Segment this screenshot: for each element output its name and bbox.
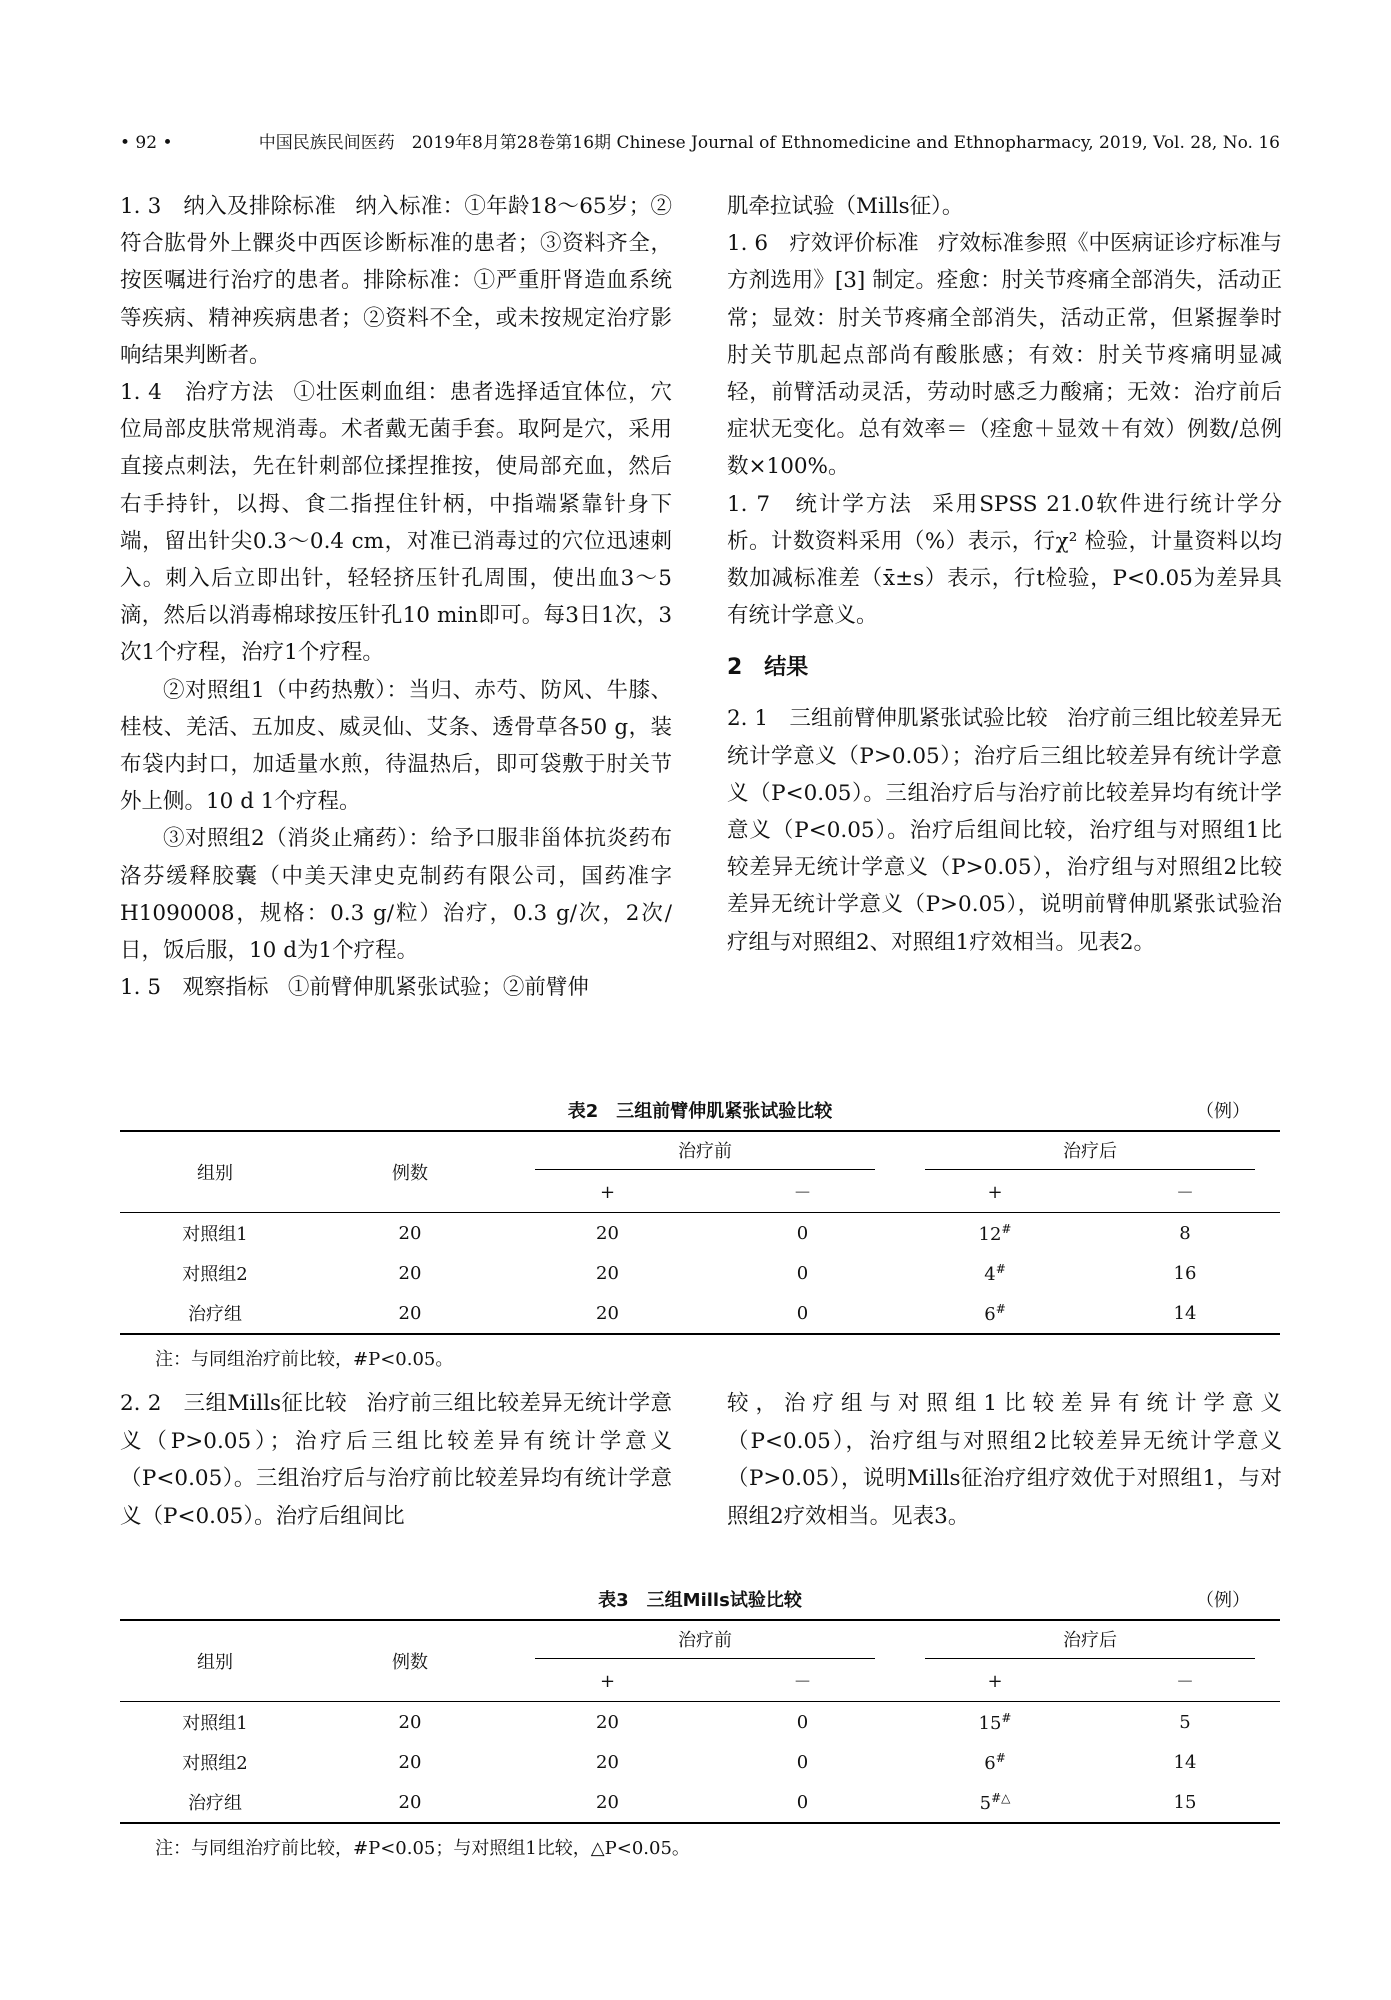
header-group: 组别	[120, 1620, 310, 1702]
section-heading: 1. 7 统计学方法	[727, 491, 913, 517]
cell-before-negative: 0	[705, 1782, 900, 1823]
cell-before-negative: 0	[796, 1262, 809, 1284]
table-3-caption	[120, 1586, 1280, 1616]
section-heading: 1. 3 纳入及排除标准	[120, 194, 337, 219]
cell-before-positive: 20	[510, 1782, 705, 1823]
cell-before-positive: 20	[596, 1222, 619, 1244]
header-count: 例数	[310, 1620, 510, 1702]
cell-before-positive: 20	[596, 1262, 619, 1284]
cell-value: 15	[978, 1712, 1002, 1734]
section-heading: 1. 6 疗效评价标准	[727, 231, 919, 257]
section-body: 疗效标准参照《中医病证诊疗标准与方剂选用》[3] 制定。痊愈：肘关节疼痛全部消失，活动正常；显效：肘关节疼痛全部消失，活动正常，但紧握拳时肘关节肌起点部尚有酸胀感；有效：肘关节疼痛明显减轻，前臂活动灵活，劳动时感乏力酸痛；无效：治疗前后症状无变化。总有效率＝（痊愈＋显效＋有效）例数/总例数×100%。	[727, 231, 1282, 480]
cell-after-positive	[900, 1213, 1090, 1254]
cell-before-positive: 20	[596, 1751, 619, 1773]
cell-before-negative: 0	[796, 1711, 809, 1733]
table-unit: （例）	[1196, 1590, 1250, 1611]
section-1-7	[727, 486, 1282, 635]
cell-after-positive	[900, 1253, 1090, 1293]
section-2-2-left	[120, 1385, 672, 1535]
header-positive: +	[900, 1661, 1090, 1702]
significance-mark: #	[1001, 1710, 1012, 1725]
cell-count: 20	[310, 1782, 510, 1823]
section-1-4	[120, 374, 672, 672]
cell-value: 4	[984, 1263, 996, 1285]
cell-after-negative: 5	[1179, 1711, 1191, 1733]
left-column	[120, 188, 672, 1006]
section-body: 治疗前三组比较差异无统计学意义（P>0.05）；治疗后三组比较差异有统计学意义（P<0.05）。三组治疗后与治疗前比较差异均有统计学意义（P<0.05）。治疗后组间比较，治疗组与对照组1比较差异无统计学意义（P>0.05），治疗组与对照组2比较差异无统计学意义（P>0.05），说明前臂伸肌紧张试验治疗组与对照组2、对照组1疗效相当。见表2。	[727, 706, 1282, 955]
table-row	[120, 1293, 1280, 1334]
cell-after-negative: 8	[1179, 1222, 1191, 1244]
header-positive: +	[510, 1661, 705, 1702]
section-2-1	[727, 700, 1282, 960]
cell-before-negative: 0	[796, 1222, 809, 1244]
right-column	[727, 188, 1282, 961]
header-before	[510, 1620, 900, 1661]
cell-count: 20	[398, 1751, 422, 1773]
cell-group: 对照组1	[182, 1713, 248, 1734]
header-after	[900, 1131, 1280, 1172]
cell-count: 20	[398, 1262, 422, 1284]
table-2-note: 注：与同组治疗前比较，#P<0.05。	[155, 1349, 454, 1370]
section-body: ①前臂伸肌紧张试验；②前臂伸	[287, 975, 589, 1001]
cell-before-positive: 20	[510, 1293, 705, 1334]
paragraph: ③对照组2（消炎止痛药）：给予口服非甾体抗炎药布洛芬缓释胶囊（中美天津史克制药有限公司，国药准字H1090008，规格：0.3 g/粒）治疗，0.3 g/次，2次/日，饭后服，10 d为1个疗程。	[120, 826, 672, 964]
section-heading: 2. 1 三组前臂伸肌紧张试验比较	[727, 706, 1048, 732]
header-before-label: 治疗前	[535, 1135, 875, 1170]
section-1-5	[120, 969, 672, 1006]
significance-mark: #△	[991, 1790, 1011, 1805]
cell-group: 治疗组	[120, 1293, 310, 1334]
cell-count: 20	[398, 1711, 422, 1733]
header-after	[900, 1620, 1280, 1661]
table-title: 表2 三组前臂伸肌紧张试验比较	[567, 1101, 833, 1122]
page-number: • 92 •	[120, 133, 173, 153]
section-body: 采用SPSS 21.0软件进行统计学分析。计数资料采用（%）表示，行χ² 检验，计量资料以均数加减标准差（x̄±s）表示，行t检验，P<0.05为差异具有统计学意义。	[727, 491, 1283, 629]
header-after-label: 治疗后	[925, 1135, 1255, 1170]
results-heading: 2 结果	[727, 655, 809, 681]
paragraph: ②对照组1（中药热敷）：当归、赤芍、防风、牛膝、桂枝、羌活、五加皮、威灵仙、艾条、透骨草各50 g，装布袋内封口，加适量水煎，待温热后，即可袋敷于肘关节外上侧。10 d 1个疗程。	[120, 677, 672, 815]
header-negative: －	[1090, 1661, 1280, 1702]
header-before-label: 治疗前	[535, 1624, 875, 1659]
header-negative: －	[1090, 1172, 1280, 1213]
header-negative: －	[705, 1661, 900, 1702]
significance-mark: #	[995, 1261, 1006, 1276]
cell-group: 对照组1	[182, 1224, 248, 1245]
table-row	[120, 1742, 1280, 1782]
section-body: 纳入标准：①年龄18～65岁；②符合肱骨外上髁炎中西医诊断标准的患者；③资料齐全，按医嘱进行治疗的患者。排除标准：①严重肝肾造血系统等疾病、精神疾病患者；②资料不全，或未按规定治疗影响结果判断者。	[120, 194, 672, 368]
table-row	[120, 1702, 1280, 1743]
cell-value: 6	[984, 1752, 996, 1774]
table-row	[120, 1253, 1280, 1293]
table-3-note: 注：与同组治疗前比较，#P<0.05；与对照组1比较，△P<0.05。	[155, 1838, 690, 1859]
table-unit: （例）	[1196, 1101, 1250, 1122]
cell-value: 6	[984, 1303, 996, 1325]
paragraph: 肌牵拉试验（Mills征）。	[727, 194, 964, 219]
cell-value: 12	[978, 1223, 1002, 1245]
cell-after-positive	[900, 1742, 1090, 1782]
header-positive: +	[510, 1172, 705, 1213]
cell-after-negative: 14	[1090, 1293, 1280, 1334]
significance-mark: #	[995, 1301, 1006, 1316]
cell-count: 20	[398, 1222, 422, 1244]
table-3	[120, 1619, 1280, 1824]
significance-mark: #	[995, 1750, 1006, 1765]
table-title: 表3 三组Mills试验比较	[598, 1590, 802, 1611]
header-group: 组别	[120, 1131, 310, 1213]
cell-group: 治疗组	[120, 1782, 310, 1823]
header-negative: －	[705, 1172, 900, 1213]
journal-title: 中国民族民间医药 2019年8月第28卷第16期 Chinese Journal of Ethnomedicine and Ethnopharmacy, 2019, Vol. 28, No. 16	[258, 133, 1280, 153]
cell-value: 5	[979, 1792, 992, 1814]
cell-after-positive	[900, 1782, 1090, 1823]
cell-group: 对照组2	[182, 1753, 248, 1774]
section-1-3	[120, 188, 672, 374]
section-1-6	[727, 225, 1282, 485]
header-positive: +	[900, 1172, 1090, 1213]
cell-after-positive	[900, 1293, 1090, 1334]
table-row	[120, 1213, 1280, 1254]
header-before	[510, 1131, 900, 1172]
cell-before-positive: 20	[596, 1711, 619, 1733]
cell-group: 对照组2	[182, 1264, 248, 1285]
running-header	[120, 128, 1280, 158]
header-count: 例数	[310, 1131, 510, 1213]
cell-after-negative: 15	[1090, 1782, 1280, 1823]
section-body: ①壮医刺血组：患者选择适宜体位，穴位局部皮肤常规消毒。术者戴无菌手套。取阿是穴，采用直接点刺法，先在针刺部位揉捏推按，使局部充血，然后右手持针，以拇、食二指捏住针柄，中指端紧靠针身下端，留出针尖0.3～0.4 cm，对准已消毒过的穴位迅速刺入。刺入后立即出针，轻轻挤压针孔周围，使出血3～5滴，然后以消毒棉球按压针孔10 min即可。每3日1次，3次1个疗程，治疗1个疗程。	[120, 380, 672, 666]
cell-before-negative: 0	[796, 1751, 809, 1773]
header-after-label: 治疗后	[925, 1624, 1255, 1659]
significance-mark: #	[1001, 1221, 1012, 1236]
table-2	[120, 1130, 1280, 1335]
section-heading: 1. 4 治疗方法	[120, 380, 275, 406]
section-2-2-right: 较，治疗组与对照组1比较差异有统计学意义（P<0.05），治疗组与对照组2比较差异无统计学意义（P>0.05），说明Mills征治疗组疗效优于对照组1，与对照组2疗效相当。见表3。	[727, 1391, 1282, 1529]
section-heading: 1. 5 观察指标	[120, 975, 269, 1001]
cell-after-negative: 16	[1173, 1262, 1197, 1284]
table-2-caption	[120, 1097, 1280, 1127]
section-heading: 2. 2 三组Mills征比较	[120, 1391, 347, 1416]
section-body: 治疗前三组比较差异无统计学意义（P>0.05）；治疗后三组比较差异有统计学意义（P<0.05）。三组治疗后与治疗前比较差异均有统计学意义（P<0.05）。治疗后组间比	[120, 1391, 672, 1529]
cell-before-negative: 0	[705, 1293, 900, 1334]
cell-count: 20	[310, 1293, 510, 1334]
table-row	[120, 1782, 1280, 1823]
cell-after-positive	[900, 1702, 1090, 1743]
cell-after-negative: 14	[1173, 1751, 1197, 1773]
